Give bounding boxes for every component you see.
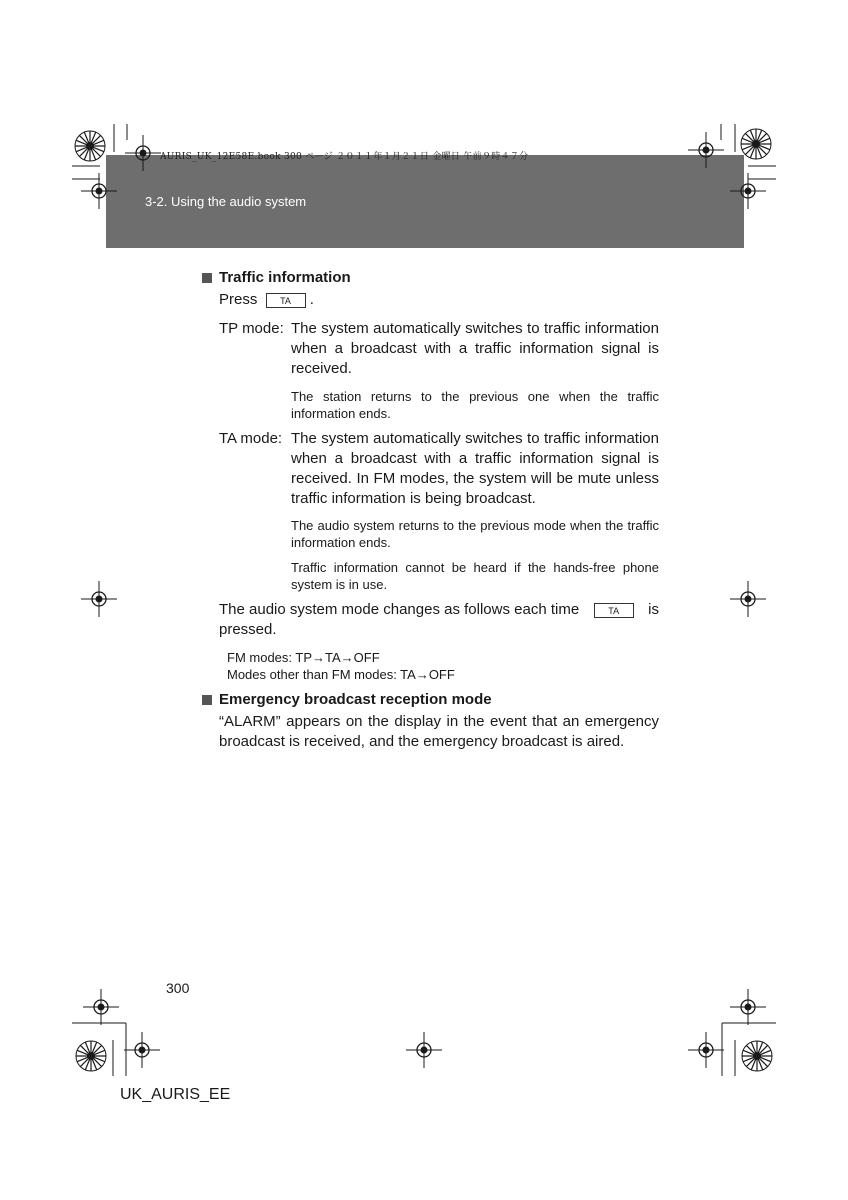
- page-number: 300: [166, 980, 190, 996]
- registration-starburst-icon: [741, 129, 771, 159]
- registration-target-icon: [688, 132, 724, 168]
- registration-target-icon: [730, 989, 766, 1025]
- registration-target-icon: [730, 173, 766, 209]
- press-text: Press: [219, 291, 258, 308]
- ta-mode-label: TA mode:: [219, 430, 283, 447]
- registration-target-icon: [688, 1032, 724, 1068]
- registration-target-icon: [125, 135, 161, 171]
- registration-starburst-icon: [76, 1041, 106, 1071]
- tp-mode-text: The system automatically switches to traffic information when a broadcast with a traffic information signal is received.: [291, 320, 659, 377]
- cycle-text-is: is: [648, 601, 659, 618]
- emergency-text: “ALARM” appears on the display in the event that an emergency broadcast is received, and the emergency broadcast is aired.: [219, 713, 659, 750]
- ta-mode-text: The system automatically switches to traffic information when a broadcast with a traffic information signal is received. In FM modes, the system will be mute unless traffic information is being broadcast.: [291, 430, 659, 507]
- print-file-info: AURIS_UK_12E58E.book 300 ページ ２０１１年１月２１日 金曜日 午前９時４７分: [160, 152, 529, 162]
- section-heading-traffic: [202, 269, 351, 286]
- registration-target-icon: [124, 1032, 160, 1068]
- fm-modes-sequence: FM modes: TP→TA→OFF: [227, 650, 380, 665]
- registration-target-icon: [81, 581, 117, 617]
- press-end: .: [309, 291, 314, 308]
- heading-text: Traffic information: [219, 269, 351, 286]
- press-instruction: [219, 290, 659, 310]
- document-code: UK_AURIS_EE: [120, 1086, 231, 1103]
- registration-target-icon: [730, 581, 766, 617]
- section-title: 3-2. Using the audio system: [145, 194, 307, 209]
- registration-starburst-icon: [742, 1041, 772, 1071]
- section-heading-emergency: [202, 691, 492, 708]
- registration-target-icon: [83, 989, 119, 1025]
- registration-target-icon: [406, 1032, 442, 1068]
- tp-mode-label: TP mode:: [219, 320, 284, 337]
- registration-starburst-icon: [75, 131, 105, 161]
- ta-button-icon: TA: [594, 603, 634, 618]
- other-modes-sequence: Modes other than FM modes: TA→OFF: [227, 667, 455, 682]
- cycle-text: The audio system mode changes as follows each time: [219, 601, 580, 618]
- square-bullet-icon: [202, 695, 212, 705]
- square-bullet-icon: [202, 273, 212, 283]
- ta-mode-note-1: The audio system returns to the previous mode when the traffic information ends.: [291, 518, 659, 550]
- mode-cycle-paragraph: [219, 600, 659, 640]
- tp-mode-note: The station returns to the previous one when the traffic information ends.: [291, 389, 659, 421]
- registration-target-icon: [81, 173, 117, 209]
- heading-text: Emergency broadcast reception mode: [219, 691, 492, 708]
- ta-mode-note-2: Traffic information cannot be heard if the hands-free phone system is in use.: [291, 560, 659, 592]
- cycle-text-end: pressed.: [219, 621, 277, 638]
- ta-button-icon: TA: [266, 293, 306, 308]
